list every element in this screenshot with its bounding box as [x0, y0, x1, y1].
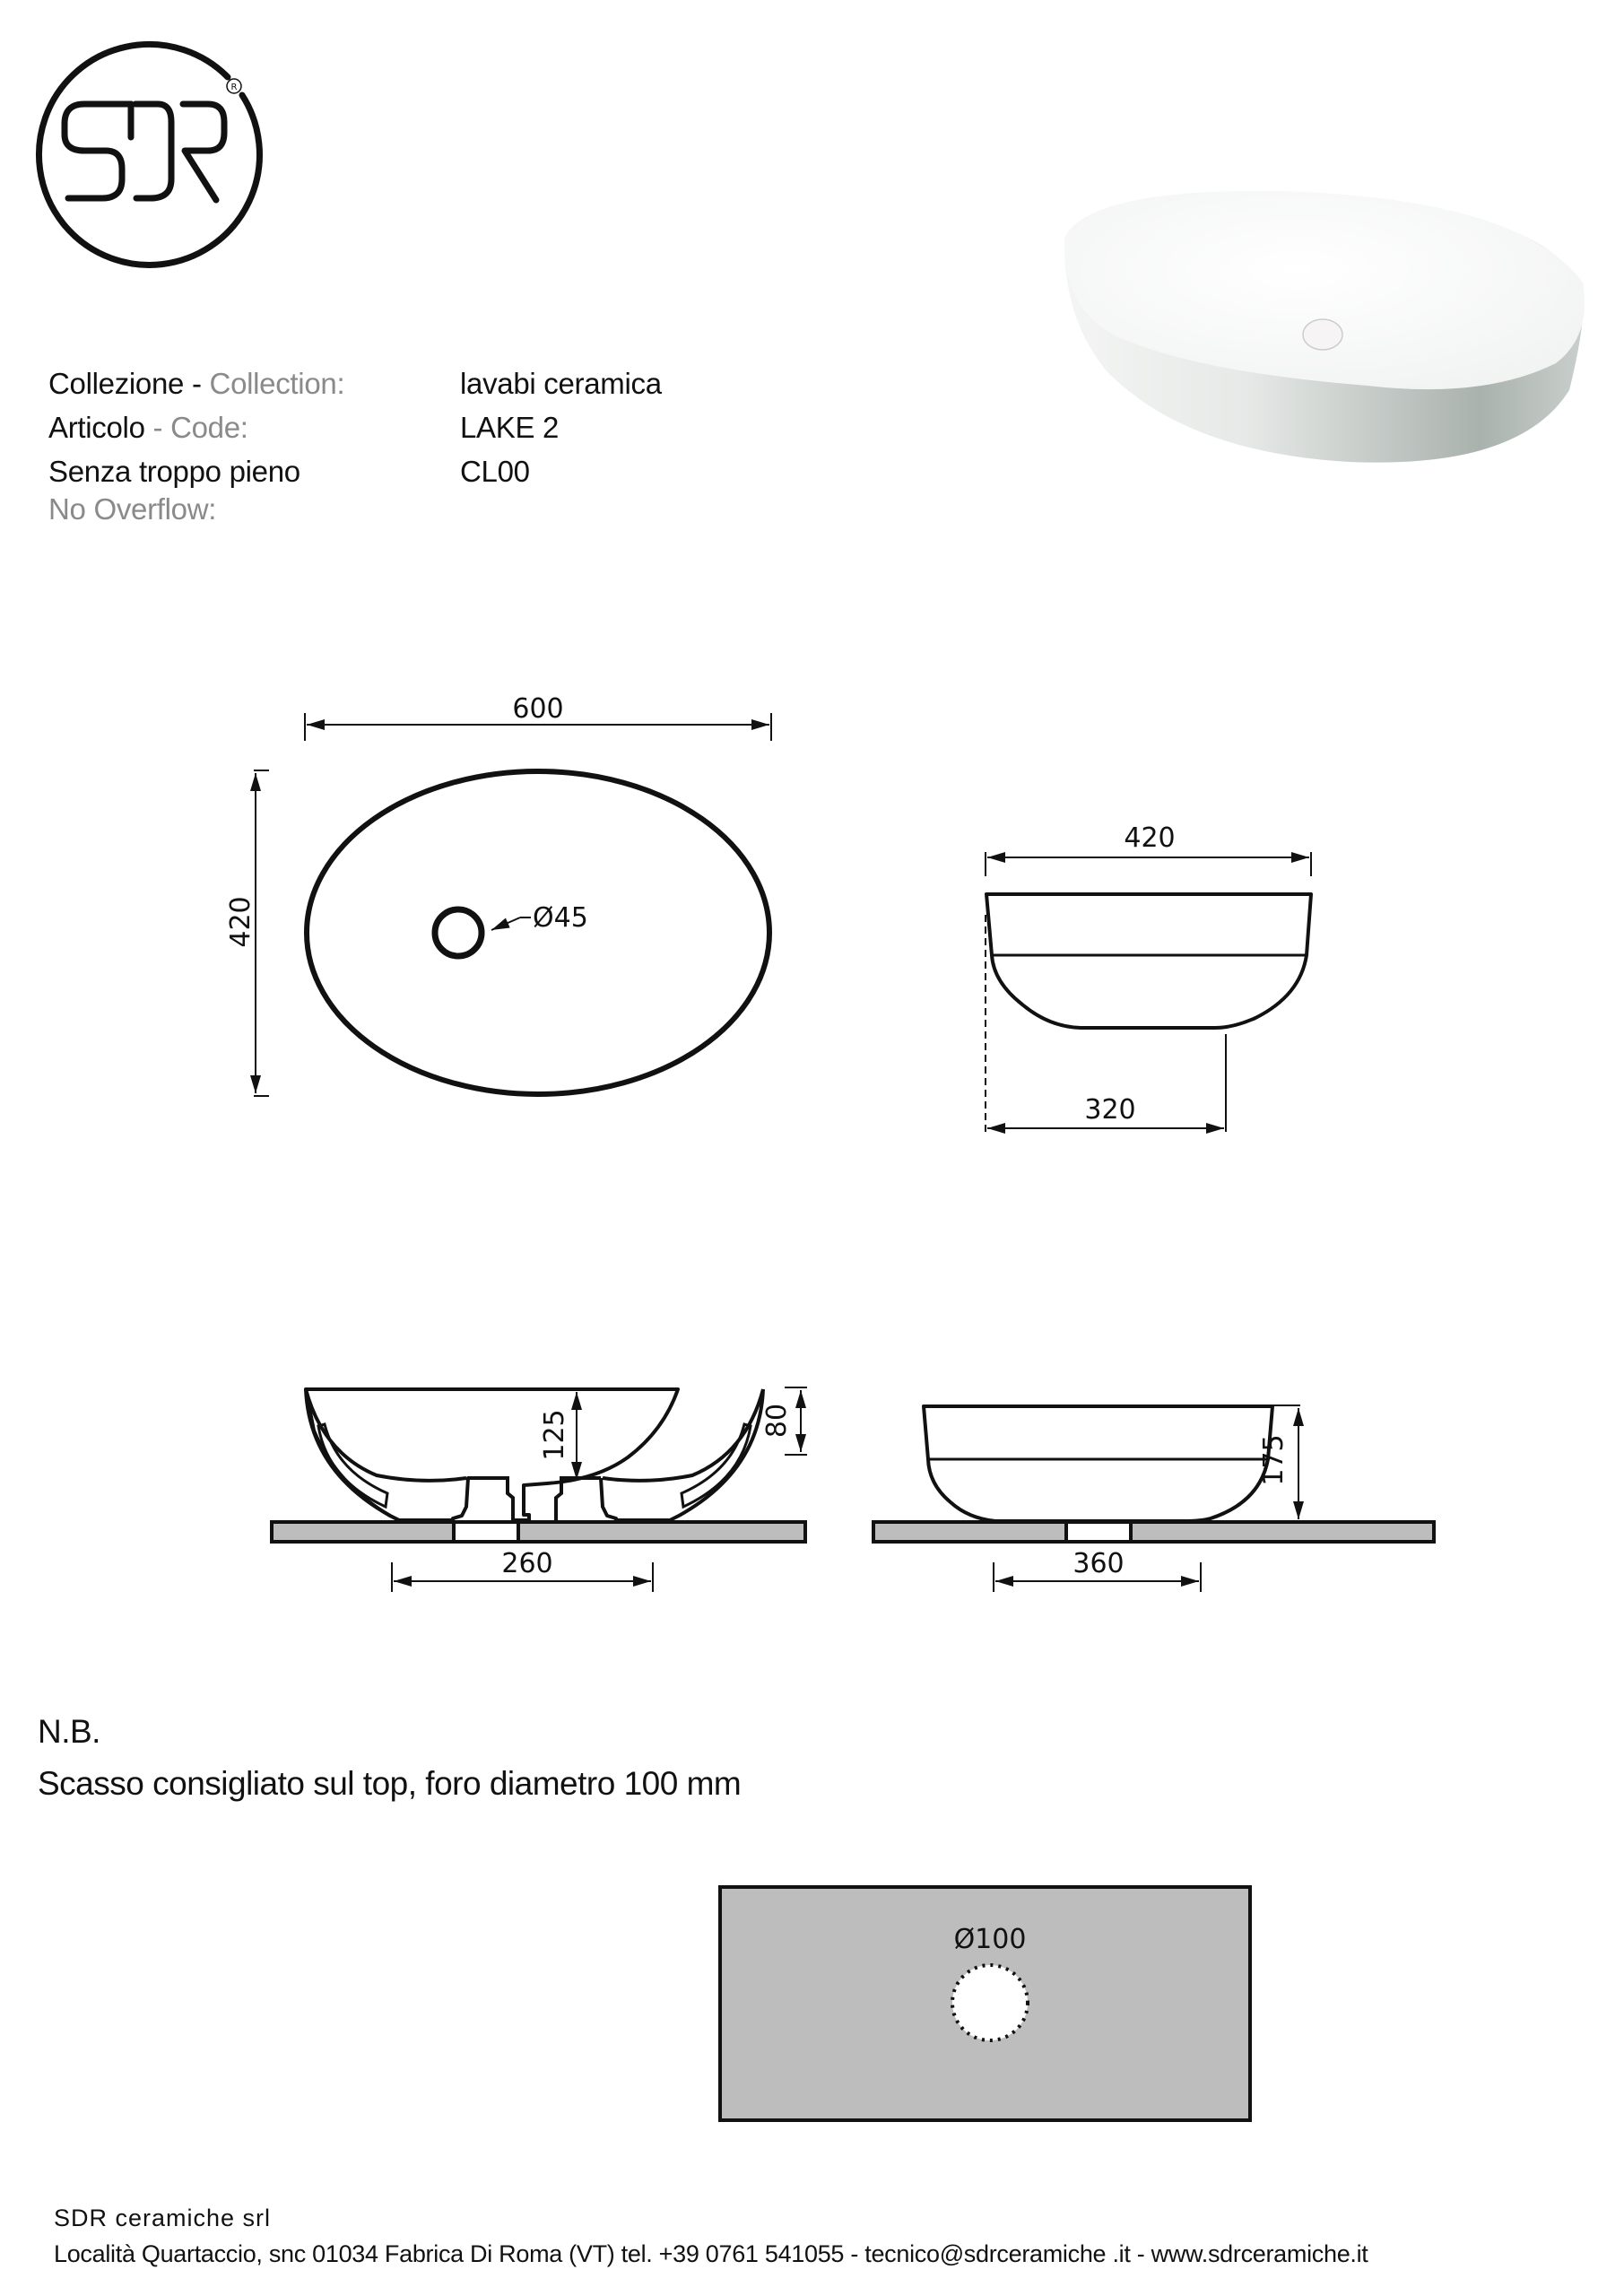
dim-hole-100: Ø100: [953, 1924, 1027, 1955]
top-view-drawing: [225, 693, 771, 1096]
label-it: Senza troppo pieno: [48, 455, 300, 488]
drain-hole-icon: [435, 909, 482, 956]
dim-drain-45: Ø45: [533, 902, 588, 934]
overflow-value: CL00: [460, 455, 530, 488]
dotted-hole-icon: [952, 1965, 1028, 2040]
code-value: LAKE 2: [460, 411, 560, 444]
label-en: No Overflow:: [48, 492, 217, 526]
dim-section-125: 125: [539, 1409, 570, 1461]
label-en: - Code:: [144, 411, 248, 444]
cutout-drawing: [720, 1887, 1250, 2120]
svg-text:R: R: [230, 83, 238, 92]
dim-width-600: 600: [512, 693, 564, 725]
section-view-drawing: [272, 1387, 807, 1592]
footer: [54, 2200, 1368, 2272]
dim-side-320: 320: [1084, 1094, 1136, 1126]
dim-depth-420: 420: [225, 896, 256, 948]
label-it: Collezione -: [48, 367, 210, 400]
footer-address: Località Quartaccio, snc 01034 Fabrica Di Roma (VT) tel. +39 0761 541055 - tecnico@sdrceramiche .it - www.sdrceramiche.it: [54, 2240, 1368, 2267]
dim-section-80: 80: [761, 1403, 793, 1439]
dim-front-175: 175: [1258, 1434, 1290, 1486]
dim-section-260: 260: [501, 1548, 553, 1579]
footer-company: SDR ceramiche srl: [54, 2205, 272, 2231]
note-title: N.B.: [38, 1713, 100, 1750]
collection-value: lavabi ceramica: [460, 367, 662, 400]
dim-side-420: 420: [1124, 822, 1176, 854]
label-en: Collection:: [209, 367, 345, 400]
dim-front-360: 360: [1073, 1548, 1125, 1579]
note-block: [38, 1706, 741, 1810]
side-view-drawing: [986, 822, 1311, 1132]
front-view-drawing: [873, 1405, 1434, 1592]
note-text: Scasso consigliato sul top, foro diametro 100 mm: [38, 1765, 742, 1802]
label-it: Articolo: [48, 411, 145, 444]
